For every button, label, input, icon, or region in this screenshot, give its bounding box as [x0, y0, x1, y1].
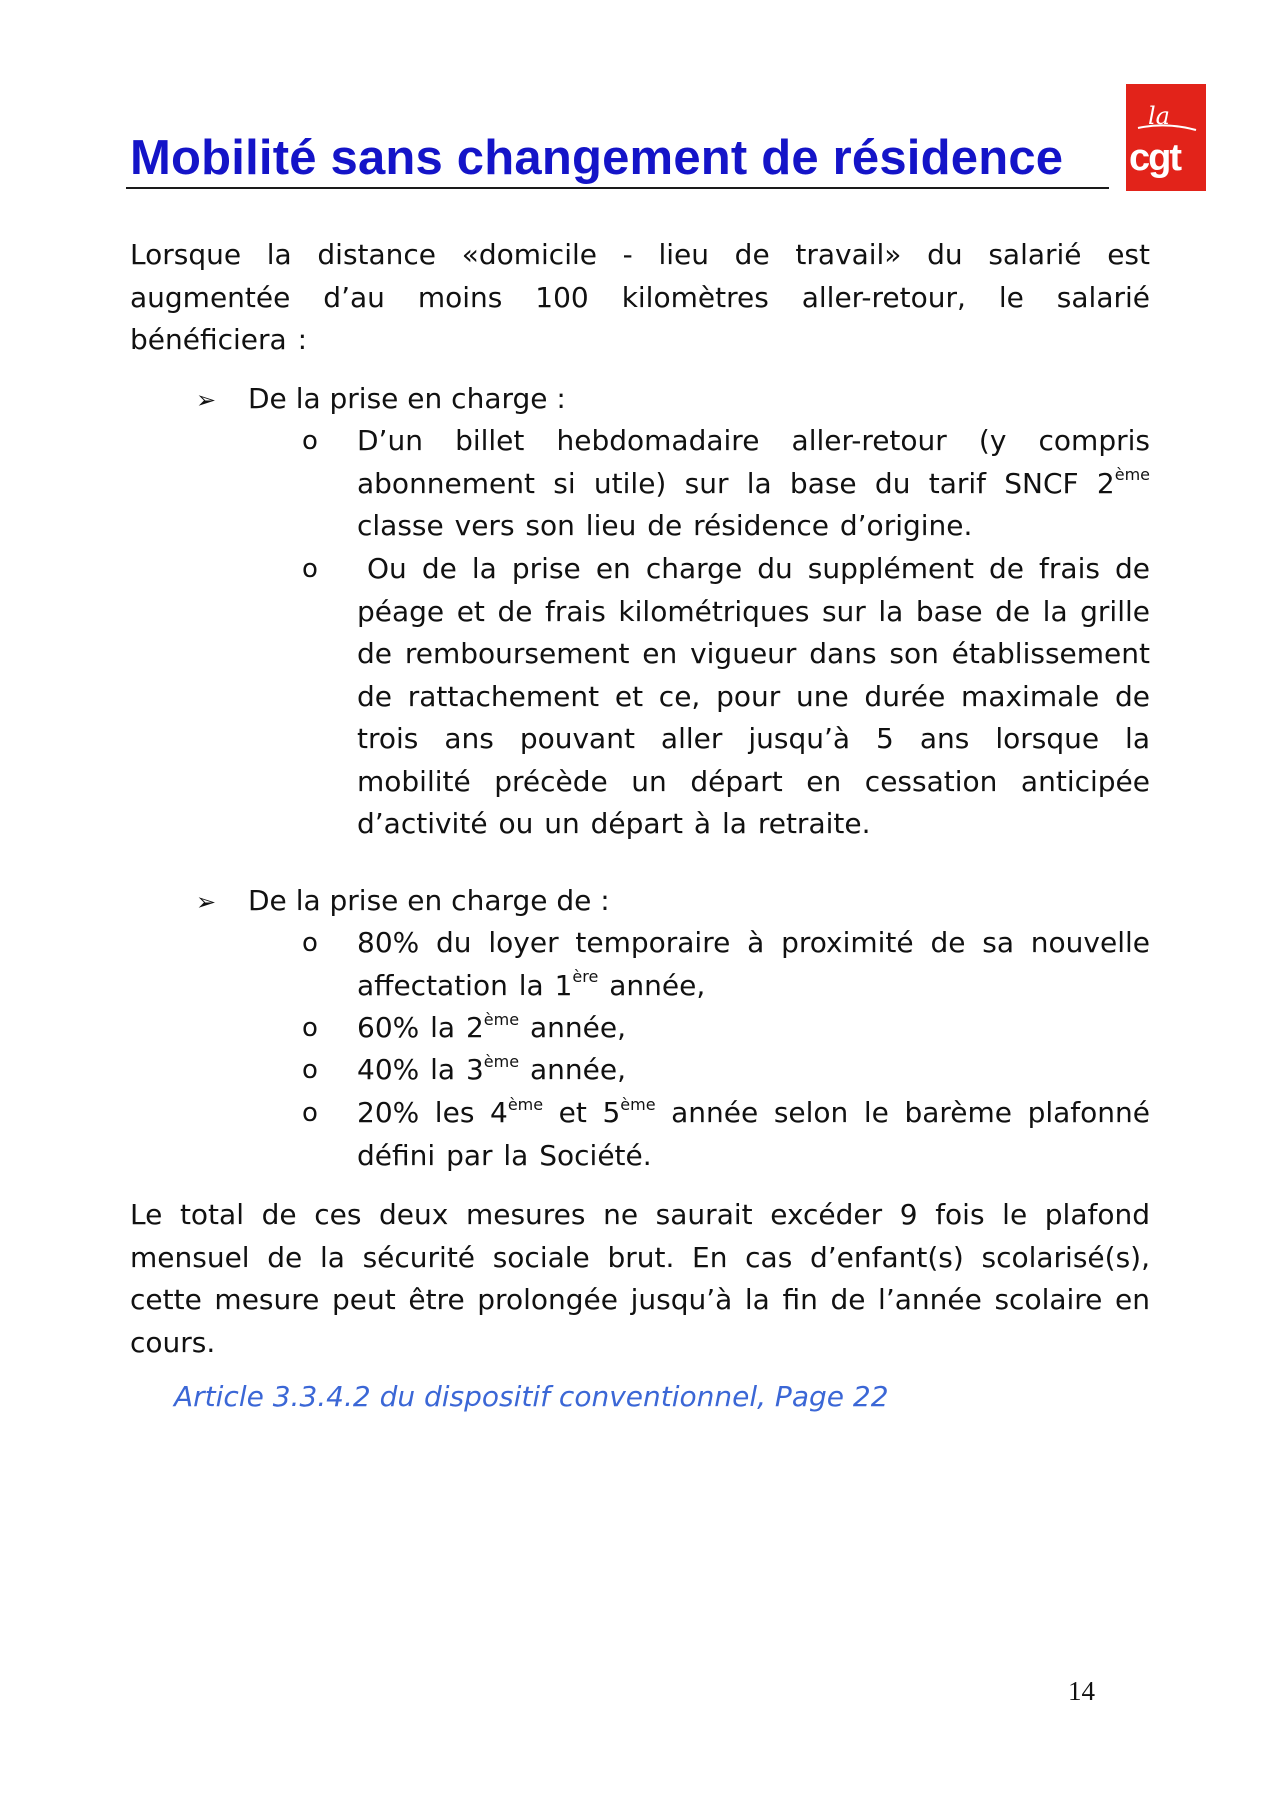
list-item-text-part: 40% la 3 — [357, 1053, 484, 1086]
logo-small-text: la — [1148, 102, 1170, 130]
list-item-text-part: année selon le barème plafonné défini par la Société. — [357, 1096, 1151, 1172]
superscript: ème — [620, 1094, 656, 1114]
circle-bullet-icon: o — [302, 1013, 318, 1043]
circle-bullet-icon: o — [302, 426, 318, 456]
list-item — [302, 548, 1150, 846]
superscript: ème — [1114, 465, 1150, 485]
list-item-text-part: année, — [519, 1011, 626, 1044]
list-item-text — [357, 922, 1150, 1007]
list-item-text-part: 60% la 2 — [357, 1011, 484, 1044]
circle-bullet-icon: o — [302, 1098, 318, 1128]
arrow-bullet-icon: ➢ — [196, 888, 217, 916]
section1-label: De la prise en charge : — [248, 382, 566, 415]
logo-big-text: cgt — [1129, 137, 1180, 179]
title-underline — [126, 187, 1109, 189]
list-item-text-part: 20% les 4 — [357, 1096, 508, 1129]
circle-bullet-icon: o — [302, 1055, 318, 1085]
section2-label: De la prise en charge de : — [248, 884, 610, 917]
list-item-text-part: année, — [519, 1053, 626, 1086]
intro-paragraph: Lorsque la distance «domicile - lieu de travail» du salarié est augmentée d’au moins 100 kilomètres aller-retour, le salarié bénéficiera : — [130, 238, 1150, 356]
cgt-logo-icon — [1126, 84, 1206, 191]
superscript: ème — [483, 1009, 520, 1029]
list-item-text-part: année, — [598, 968, 706, 1002]
list-item-text — [357, 420, 1150, 548]
arrow-bullet-icon: ➢ — [196, 386, 217, 414]
section2-heading — [196, 880, 610, 924]
list-item — [302, 1007, 1150, 1050]
list-item-text — [357, 1007, 1150, 1050]
conclusion-paragraph: Le total de ces deux mesures ne saurait excéder 9 fois le plafond mensuel de la sécurité sociale brut. En cas d’enfant(s) scolarisé(s), cette mesure peut être prolongée jusqu’à la fin de l’année scolaire en cours. — [130, 1198, 1150, 1359]
list-item-text-part: D’un billet hebdomadaire aller-retour (y compris abonnement si utile) sur la base du tarif SNCF 2 — [357, 424, 1150, 500]
list-item-text-part: classe vers son lieu de résidence d’origine. — [357, 509, 973, 542]
article-reference: Article 3.3.4.2 du dispositif conventionnel, Page 22 — [174, 1380, 889, 1413]
circle-bullet-icon: o — [302, 928, 318, 958]
superscript: ème — [483, 1051, 520, 1071]
list-item-text-part: 80% du loyer temporaire à proximité de sa nouvelle affectation la 1 — [357, 926, 1150, 1002]
list-item-text-part: et 5 — [543, 1096, 621, 1129]
list-item — [302, 922, 1150, 1007]
superscript: ème — [507, 1094, 544, 1114]
list-item — [302, 1049, 1150, 1092]
page-number: 14 — [1068, 1676, 1095, 1706]
list-item-text — [357, 1092, 1150, 1177]
superscript: ère — [572, 967, 599, 987]
page-title: Mobilité sans changement de résidence — [130, 131, 1064, 185]
section1-heading — [196, 378, 566, 422]
list-item-text: Ou de la prise en charge du supplément de frais de péage et de frais kilométriques sur la base de la grille de remboursement en vigueur dans son établissement de rattachement et ce, pour une durée maximale de trois ans pouvant aller jusqu’à 5 ans lorsque la mobilité précède un départ en cessation anticipée d’activité ou un départ à la retraite. — [357, 552, 1150, 840]
list-item — [302, 420, 1150, 548]
circle-bullet-icon: o — [302, 554, 318, 584]
list-item — [302, 1092, 1150, 1177]
list-item-text — [357, 1049, 1150, 1092]
